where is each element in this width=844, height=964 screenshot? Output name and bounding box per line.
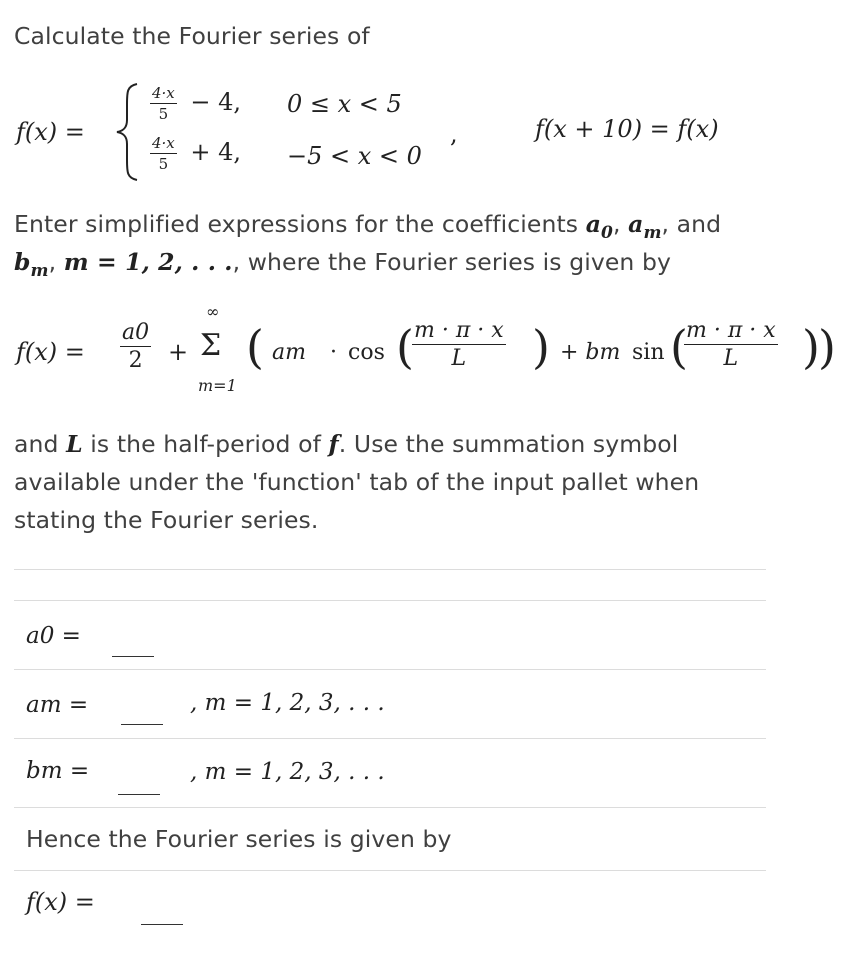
note-line1-mid: is the half-period of — [90, 430, 321, 458]
cos-arg-numerator: m · π · x — [414, 318, 504, 343]
definition-separator: , — [450, 120, 458, 148]
case1-fraction — [150, 84, 177, 123]
sum-symbol: Σ — [200, 328, 222, 363]
fx-label: f(x) = — [26, 888, 95, 916]
instructions-line1-suffix: , and — [661, 210, 722, 238]
sin-argument — [684, 318, 778, 371]
case1-denominator: 5 — [158, 105, 169, 123]
instructions-line2-suffix: , where the Fourier series is given by — [232, 248, 672, 276]
instructions-line2 — [14, 248, 672, 281]
piecewise-brace — [113, 82, 143, 186]
bm-range: , m = 1, 2, 3, . . . — [190, 759, 385, 785]
coeff-am: $a_m$ — [628, 210, 662, 243]
am-input[interactable] — [121, 702, 163, 725]
note-L: L — [66, 430, 83, 458]
a0-numerator: a0 — [122, 320, 150, 345]
sin-paren-open: ( — [670, 320, 688, 374]
am-range: , m = 1, 2, 3, . . . — [190, 690, 385, 716]
divider-1 — [14, 569, 766, 570]
a0-label: a0 = — [26, 623, 81, 649]
bm-term: + bm — [560, 340, 621, 365]
outer-paren-close: ) — [818, 320, 836, 374]
cos-paren-close: ) — [532, 320, 550, 374]
divider-5 — [14, 807, 766, 808]
case1-numerator: 4·x — [152, 84, 175, 102]
sin-arg-numerator: m · π · x — [686, 318, 776, 343]
case2-condition: −5 < x < 0 — [287, 142, 422, 170]
plus-sign: + — [168, 338, 189, 366]
case2-numerator: 4·x — [152, 134, 175, 152]
divider-4 — [14, 738, 766, 739]
a0-input[interactable] — [112, 634, 154, 657]
divider-2 — [14, 600, 766, 601]
bm-input[interactable] — [118, 772, 160, 795]
fx-input[interactable] — [141, 902, 183, 925]
comma-1: , — [612, 210, 621, 238]
am-term: am — [272, 340, 306, 365]
case2-rest: + 4, — [190, 138, 242, 166]
case2-fraction — [150, 134, 177, 173]
bm-label: bm = — [26, 758, 90, 784]
comma-2: , — [48, 248, 57, 276]
sin-arg-denominator: L — [723, 346, 739, 371]
a0-over-2 — [120, 320, 151, 373]
divider-6 — [14, 870, 766, 871]
instructions-line1 — [14, 210, 722, 243]
case1-rest: − 4, — [190, 88, 242, 116]
function-lhs: f(x) = — [16, 118, 85, 146]
sum-lower: m=1 — [198, 376, 237, 395]
hence-text: Hence the Fourier series is given by — [26, 825, 452, 853]
dot-op: · — [330, 340, 337, 365]
note-f: f — [328, 430, 339, 458]
note-line1 — [14, 430, 678, 458]
coeff-bm: $b_m$ — [14, 248, 49, 281]
case1-condition: 0 ≤ x < 5 — [287, 90, 402, 118]
case2-denominator: 5 — [158, 155, 169, 173]
note-line3: stating the Fourier series. — [14, 506, 319, 534]
sin-paren-close: ) — [802, 320, 820, 374]
cos-func: cos — [348, 340, 385, 365]
outer-paren-open: ( — [246, 320, 264, 374]
coeff-a0: $a_0$ — [585, 210, 613, 243]
intro-text: Calculate the Fourier series of — [14, 22, 370, 50]
case2-expression — [150, 134, 241, 173]
cos-arg-denominator: L — [451, 346, 467, 371]
sum-upper: ∞ — [206, 302, 220, 321]
periodicity-condition: f(x + 10) = f(x) — [535, 115, 719, 143]
series-lhs: f(x) = — [16, 338, 85, 366]
case1-expression — [150, 84, 241, 123]
series-formula — [16, 302, 836, 406]
instructions-line1-prefix: Enter simplified expressions for the coefficients — [14, 210, 579, 238]
am-label: am = — [26, 692, 89, 718]
m-range: m = 1, 2, . . . — [63, 248, 233, 276]
cos-argument — [412, 318, 506, 371]
note-line2: available under the 'function' tab of the input pallet when — [14, 468, 700, 496]
cos-paren-open: ( — [396, 320, 414, 374]
note-line1-prefix: and — [14, 430, 59, 458]
sin-func: sin — [632, 340, 665, 365]
divider-3 — [14, 669, 766, 670]
a0-denominator: 2 — [128, 348, 143, 373]
note-line1-suffix: . Use the summation symbol — [338, 430, 679, 458]
